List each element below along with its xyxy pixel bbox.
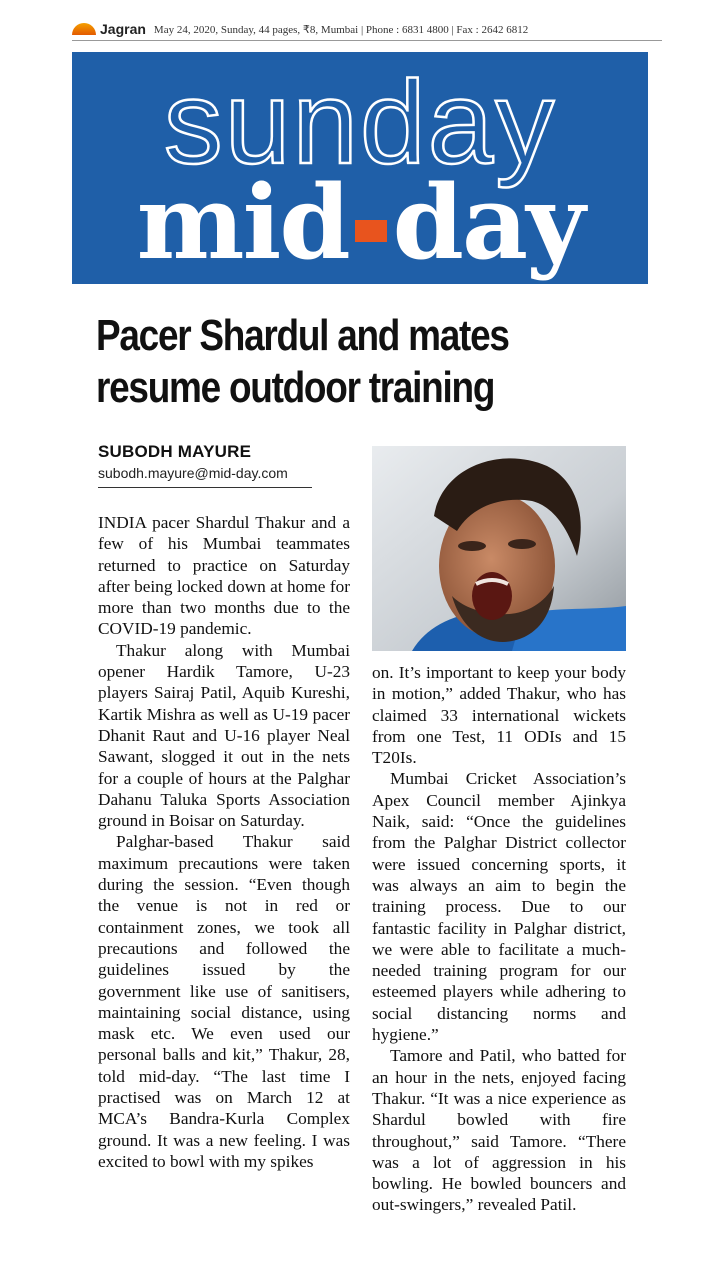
author-email: subodh.mayure@mid-day.com [98,465,288,481]
paragraph: Mumbai Cricket Association’s Apex Council member Ajinkya Naik, said: “Once the guidelines from the Palghar District collector were issued concerning sports, it was always an aim to begin the training process. Due to our fantastic facility in Palghar district, we were able to facilitate a much-needed training program for our esteemed players while adhering to social distancing norms and hygiene.” [372,769,626,1045]
paragraph: INDIA pacer Shardul Thakur and a few of his Mumbai teammates returned to practice on Saturday after being locked down at home for more than two months due to the COVID-19 pandemic. [98,513,350,639]
article-headline: Pacer Shardul and mates resume outdoor training [96,311,509,412]
masthead-dot [355,220,387,242]
masthead-mid: mid [136,163,349,283]
player-photo-illustration [372,446,626,651]
paragraph: on. It’s important to keep your body in motion,” added Thakur, who has claimed 33 international wickets from one Test, 11 ODIs and 15 T20Is. [372,663,626,768]
edition-info: May 24, 2020, Sunday, 44 pages, ₹8, Mumbai | Phone : 6831 4800 | Fax : 2642 6812 [153,23,529,36]
article-column-2 [372,662,626,1216]
masthead-midday [72,163,648,283]
player-photo [372,446,626,651]
byline [98,442,312,488]
top-bar [72,18,662,41]
masthead-day: day [392,163,584,283]
paragraph: Palghar-based Thakur said maximum precautions were taken during the session. “Even though the venue is not in red or containment zones, we took all precautions and followed the guidelines issued by the government like use of sanitisers, maintaining social distance, using mask etc. We even used our personal balls and kit,” Thakur, 28, told mid-day. “The last time I practised was on March 12 at MCA’s Bandra-Kurla Complex ground. It was a new feeling. I was excited to bowl with my spikes [98,832,350,1171]
paragraph: Tamore and Patil, who batted for an hour in the nets, enjoyed facing Thakur. “It was a nice experience as Shardul bowled with fire throughout,” said Tamore. “There was a lot of aggression in his bowling. He bowled bouncers and out-swingers,” revealed Patil. [372,1046,626,1215]
article-column-1 [98,512,350,1172]
jagran-logo-text: Jagran [100,21,146,37]
author-name: SUBODH MAYURE [98,442,252,461]
sun-icon [72,23,96,35]
masthead [72,52,648,284]
paragraph: Thakur along with Mumbai opener Hardik Tamore, U-23 players Sairaj Patil, Aquib Kureshi, Kartik Mishra as well as U-19 pacer Dhanit Raut and U-16 player Neal Sawant, slogged it out in the nets for a couple of hours at the Palghar Dahanu Taluka Sports Association ground in Boisar on Saturday. [98,640,350,831]
jagran-logo [72,21,146,37]
masthead-sunday: sunday [163,57,557,189]
